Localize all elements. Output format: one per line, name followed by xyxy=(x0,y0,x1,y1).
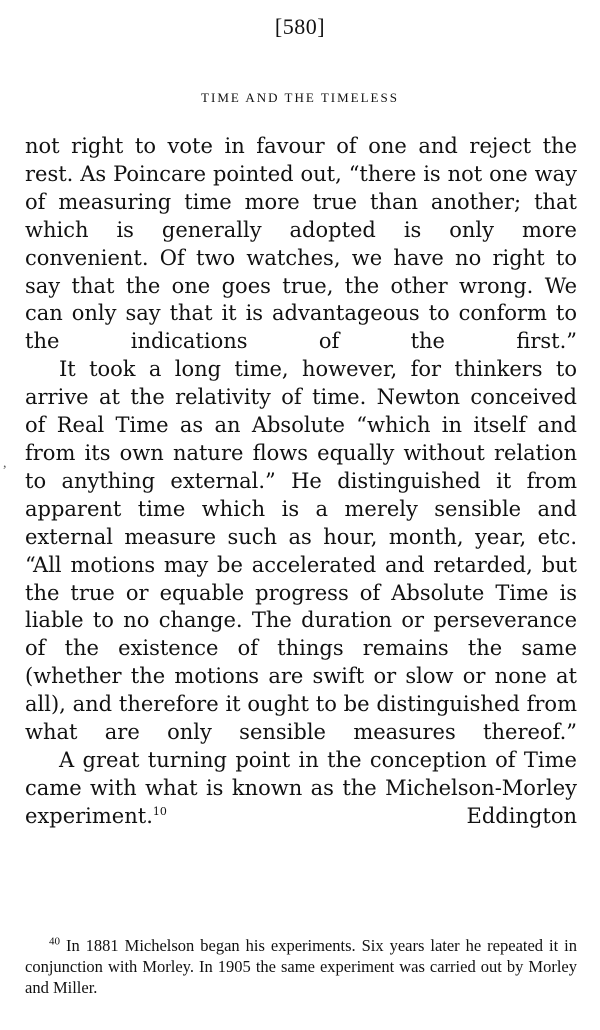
footnote xyxy=(25,935,577,998)
paragraph-michelson-tail: Eddington xyxy=(466,803,577,828)
paragraph-michelson-text: A great turning point in the conception of Time came with what is known as the Michelson-Morley experiment. xyxy=(25,747,577,828)
paragraph-newton: It took a long time, however, for thinkers to arrive at the relativity of time. Newton conceived of Real Time as an Absolute “which in itself and from its own nature flows equally without relation to anything external.” He distinguished it from apparent time which is a merely sensible and external measure such as hour, month, year, etc. “All motions may be accelerated and retarded, but the true or equable progress of Absolute Time is liable to no change. The duration or perseverance of the existence of things remains the same (whether the motions are swift or slow or none at all), and therefore it ought to be distinguished from what are only sensible measures thereof.” xyxy=(25,357,577,745)
page-number: [580] xyxy=(274,14,326,39)
paragraph-continued: not right to vote in favour of one and reject the rest. As Poincare pointed out, “there is not one way of measuring time more true than another; that which is generally adopted is only more convenient. Of two watches, we have no right to say that the one goes true, the other wrong. We can only say that it is advantageous to conform to the indications of the first.” xyxy=(25,134,577,354)
margin-mark: , xyxy=(3,456,7,471)
footnote-reference: 10 xyxy=(152,804,167,818)
footnote-text: In 1881 Michelson began his experiments. Six years later he repeated it in conjunction with Morley. In 1905 the same experiment was carried out by Morley and Miller. xyxy=(25,936,577,997)
running-head: TIME AND THE TIMELESS xyxy=(201,90,399,105)
paragraph-michelson xyxy=(25,747,577,831)
footnote-paragraph xyxy=(25,935,577,998)
body-text xyxy=(25,133,577,831)
footnote-marker: 40 xyxy=(49,935,60,948)
